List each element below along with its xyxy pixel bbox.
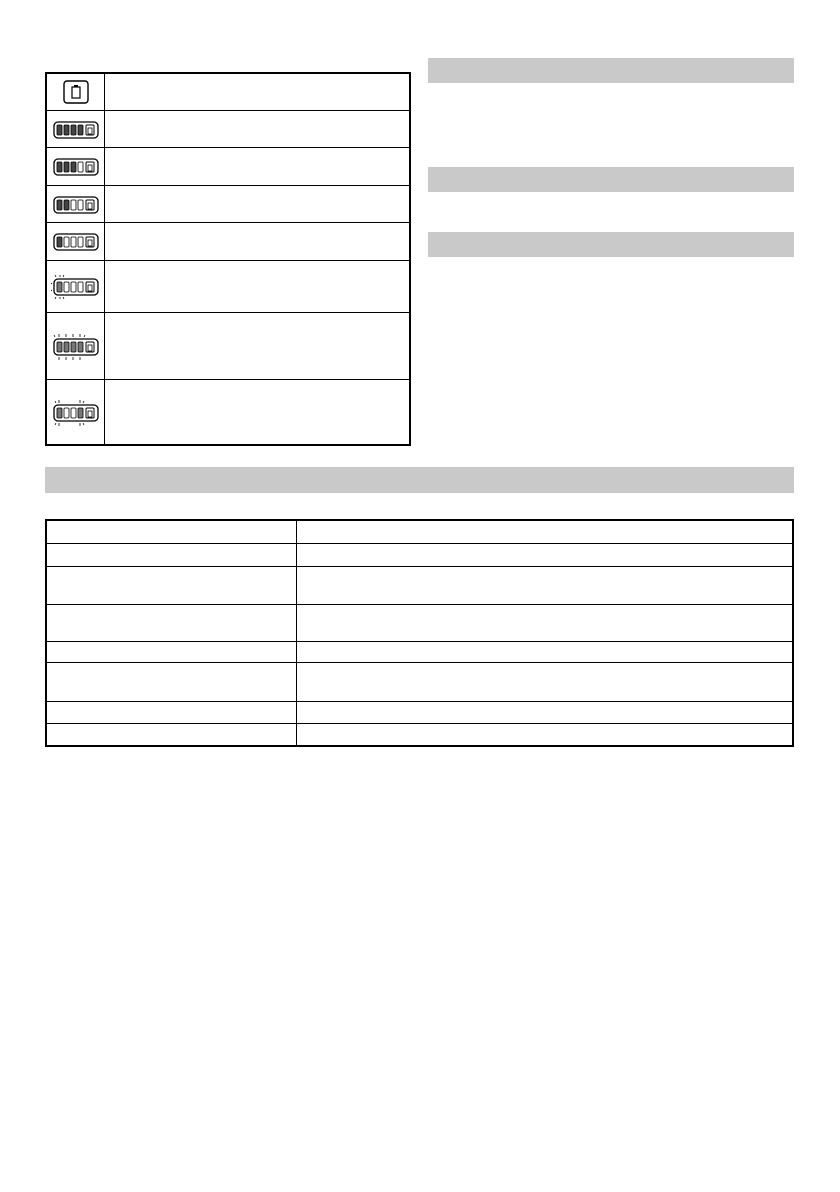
specification-table [45,519,794,747]
indicator-row [47,312,409,380]
table-row [47,566,792,605]
spec-key [55,642,291,663]
indicator-description [113,186,401,223]
battery-level-4-of-4-icon [47,111,104,148]
battery-indicator-table [45,72,411,446]
indicator-description [113,148,401,186]
spec-value [305,724,784,746]
battery-level-3-of-4-icon [47,148,104,186]
indicator-row [47,74,409,110]
spec-key [55,605,291,642]
indicator-description [113,74,401,110]
spec-key [55,521,291,543]
battery-all-segments-flashing-icon [47,313,104,380]
section-heading [45,467,794,475]
section-heading [428,167,794,175]
indicator-description [113,223,401,261]
indicator-row [47,260,409,313]
battery-level-1-of-4-icon [47,223,104,261]
indicator-description [113,380,401,445]
spec-value [305,702,784,724]
section-heading [428,58,794,66]
indicator-row [47,110,409,148]
table-row [47,641,792,663]
spec-value [305,544,784,567]
spec-key [55,702,291,724]
table-row [47,521,792,543]
section-heading [428,232,794,240]
section-header-bar [428,58,794,83]
spec-value [305,521,784,543]
battery-alternating-flashing-icon [47,380,104,445]
spec-value [305,663,784,702]
indicator-row [47,379,409,445]
battery-outline-icon [47,74,104,110]
indicator-row [47,185,409,223]
indicator-row [47,147,409,186]
table-row [47,604,792,642]
section-header-bar [428,167,794,192]
section-header-bar-full-width [45,467,794,493]
indicator-description [113,313,401,380]
spec-value [305,642,784,663]
table-row [47,723,792,746]
battery-level-1-flashing-icon [47,261,104,313]
indicator-row [47,222,409,261]
section-header-bar [428,232,794,257]
indicator-description [113,261,401,313]
spec-key [55,544,291,567]
battery-level-2-of-4-icon [47,186,104,223]
spec-key [55,724,291,746]
spec-key [55,663,291,702]
table-row [47,543,792,567]
spec-value [305,567,784,605]
spec-key [55,567,291,605]
table-row [47,662,792,702]
indicator-description [113,111,401,148]
spec-value [305,605,784,642]
table-row [47,701,792,724]
